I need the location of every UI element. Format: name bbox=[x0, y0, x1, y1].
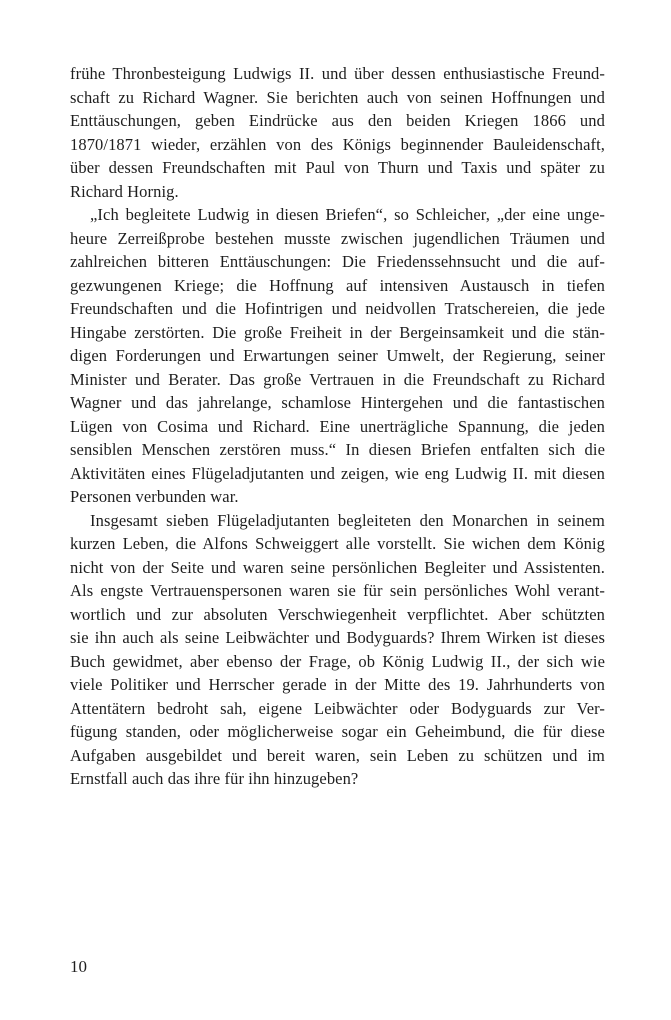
text-line: Attentätern bedroht sah, eigene Leibwächter oder Bodyguards zur Ver- bbox=[70, 698, 605, 718]
text-line: frühe Thronbesteigung Ludwigs II. und über dessen enthusiastische Freund- bbox=[70, 64, 605, 83]
text-line: Buch gewidmet, aber ebenso der Frage, ob König Ludwig II., der sich wie bbox=[70, 651, 605, 671]
text-line: Lügen von Cosima und Richard. Eine unerträgliche Spannung, die jeden bbox=[70, 416, 605, 436]
text-line: Als engste Vertrauenspersonen waren sie für sein persönliches Wohl verant- bbox=[70, 581, 605, 600]
text-line: „Ich begleitete Ludwig in diesen Briefen“, so Schleicher, „der eine unge- bbox=[90, 205, 605, 224]
page-text bbox=[70, 62, 605, 791]
paragraph bbox=[70, 509, 605, 791]
text-line: fügung standen, oder möglicherweise sogar ein Geheimbund, die für diese bbox=[70, 722, 605, 741]
page-number: 10 bbox=[70, 957, 87, 976]
text-line: Enttäuschungen, geben Eindrücke aus den beiden Kriegen 1866 und bbox=[70, 111, 605, 130]
text-line: zahlreichen bitteren Enttäuschungen: Die Friedenssehnsucht und die auf- bbox=[70, 252, 605, 271]
text-line: Aufgaben ausgebildet und bereit waren, sein Leben zu schützen und im bbox=[70, 745, 605, 765]
text-line: Aktivitäten eines Flügeladjutanten und zeigen, wie eng Ludwig II. mit diesen bbox=[70, 463, 605, 483]
text-line: Insgesamt sieben Flügeladjutanten begleiteten den Monarchen in seinem bbox=[90, 510, 605, 530]
text-line: Richard Hornig. bbox=[70, 181, 179, 201]
text-line: Personen verbunden war. bbox=[70, 487, 239, 506]
text-line: gezwungenen Kriege; die Hoffnung auf intensiven Austausch in tiefen bbox=[70, 275, 605, 295]
text-line: wortlich und zur absoluten Verschwiegenheit verpflichtet. Aber schützten bbox=[70, 604, 605, 624]
text-line: Wagner und das jahrelange, schamlose Hintergehen und die fantastischen bbox=[70, 393, 605, 412]
paragraph bbox=[70, 203, 605, 509]
text-line: Freundschaften und die Hofintrigen und neidvollen Tratschereien, die jede bbox=[70, 299, 605, 318]
text-line: Hingabe zerstörten. Die große Freiheit in der Bergeinsamkeit und die stän- bbox=[70, 322, 605, 342]
text-line: nicht von der Seite und waren seine persönlichen Begleiter und Assistenten. bbox=[70, 557, 605, 577]
text-line: sie ihn auch als seine Leibwächter und Bodyguards? Ihrem Wirken ist dieses bbox=[70, 628, 605, 647]
paragraph bbox=[70, 62, 605, 203]
text-line: kurzen Leben, die Alfons Schweiggert alle vorstellt. Sie wichen dem König bbox=[70, 534, 605, 553]
text-line: über dessen Freundschaften mit Paul von Thurn und Taxis und später zu bbox=[70, 158, 605, 177]
text-line: viele Politiker und Herrscher gerade in der Mitte des 19. Jahrhunderts von bbox=[70, 675, 605, 694]
text-line: schaft zu Richard Wagner. Sie berichten auch von seinen Hoffnungen und bbox=[70, 87, 605, 107]
text-line: digen Forderungen und Erwartungen seiner Umwelt, der Regierung, seiner bbox=[70, 346, 605, 365]
text-line: Minister und Berater. Das große Vertrauen in die Freundschaft zu Richard bbox=[70, 369, 605, 389]
text-line: heure Zerreißprobe bestehen musste zwischen jugendlichen Träumen und bbox=[70, 228, 605, 248]
text-line: Ernstfall auch das ihre für ihn hinzugeben? bbox=[70, 769, 359, 788]
text-line: 1870/1871 wieder, erzählen von des Königs beginnender Bauleidenschaft, bbox=[70, 134, 605, 154]
text-line: sensiblen Menschen zerstören muss.“ In diesen Briefen entfalten sich die bbox=[70, 440, 605, 459]
